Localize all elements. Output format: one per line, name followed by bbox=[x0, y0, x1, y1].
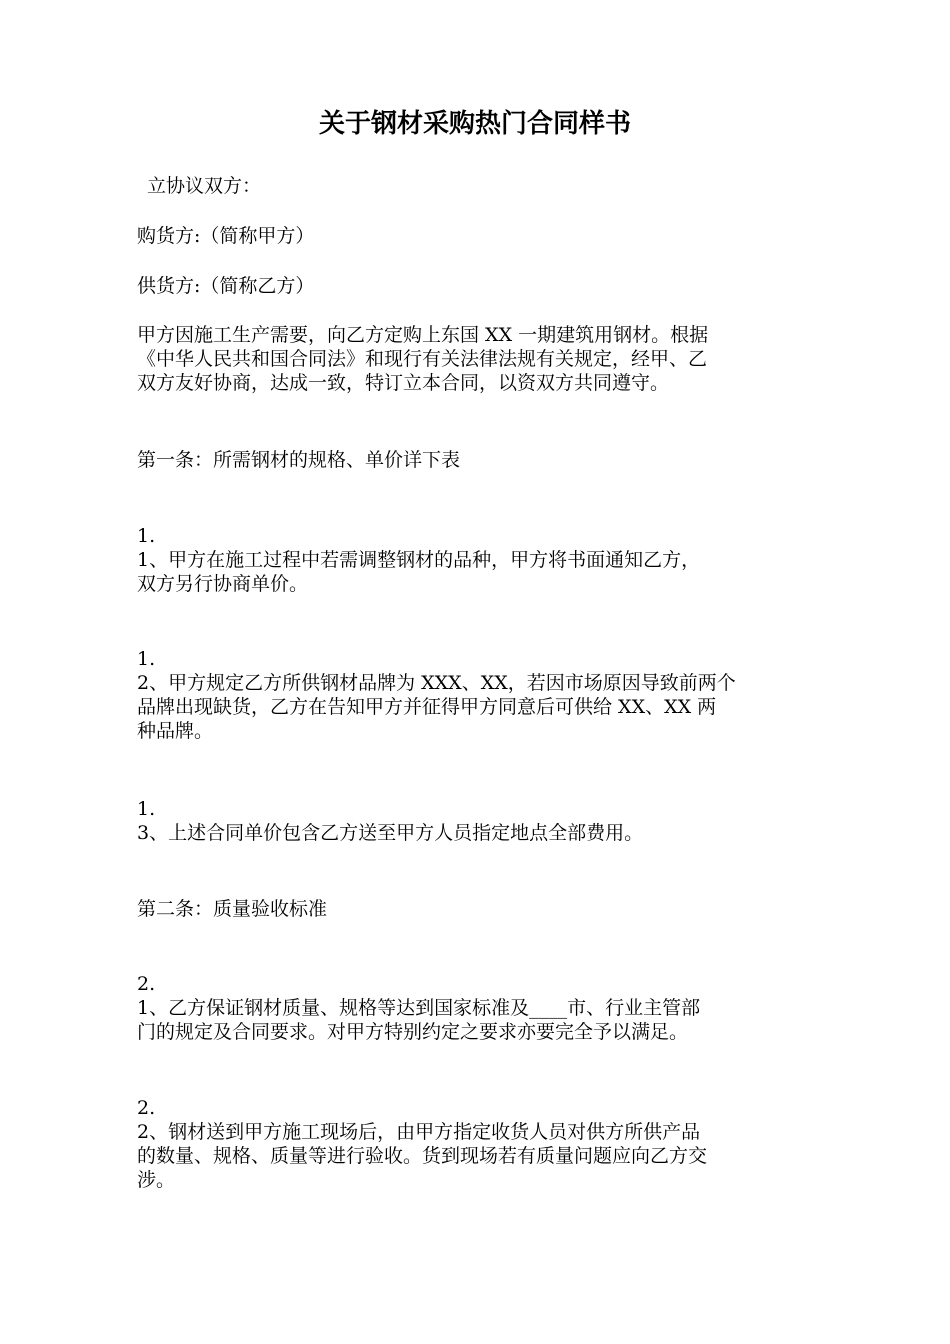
article-1-clause-3 bbox=[137, 797, 817, 845]
preamble-line: 甲方因施工生产需要，向乙方定购上东国 XX 一期建筑用钢材。根据 bbox=[137, 324, 709, 346]
parties-intro: 立协议双方： bbox=[147, 175, 262, 197]
clause-marker: 1. bbox=[137, 798, 156, 820]
clause-marker: 1. bbox=[137, 648, 156, 670]
preamble-paragraph bbox=[137, 323, 817, 395]
buyer-line: 购货方:（简称甲方） bbox=[137, 225, 315, 247]
clause-line: 种品牌。 bbox=[137, 720, 214, 742]
clause-line: 1、甲方在施工过程中若需调整钢材的品种，甲方将书面通知乙方， bbox=[137, 549, 701, 571]
article-2-clause-1 bbox=[137, 972, 817, 1044]
clause-marker: 2. bbox=[137, 1097, 156, 1119]
clause-line: 1、乙方保证钢材质量、规格等达到国家标准及____市、行业主管部 bbox=[137, 997, 701, 1019]
clause-marker: 1. bbox=[137, 525, 156, 547]
article-2-heading: 第二条：质量验收标准 bbox=[137, 898, 328, 920]
supplier-line: 供货方:（简称乙方） bbox=[137, 275, 315, 297]
clause-line: 双方另行协商单价。 bbox=[137, 573, 309, 595]
clause-line: 涉。 bbox=[137, 1169, 176, 1191]
article-1-clause-2 bbox=[137, 647, 817, 743]
article-1-clause-1 bbox=[137, 524, 817, 596]
preamble-line: 《中华人民共和国合同法》和现行有关法律法规有关规定，经甲、乙 bbox=[137, 348, 708, 370]
clause-marker: 2. bbox=[137, 973, 156, 995]
document-title: 关于钢材采购热门合同样书 bbox=[318, 109, 631, 139]
clause-line: 3、上述合同单价包含乙方送至甲方人员指定地点全部费用。 bbox=[137, 822, 644, 844]
preamble-line: 双方友好协商，达成一致，特订立本合同，以资双方共同遵守。 bbox=[137, 372, 670, 394]
clause-line: 2、钢材送到甲方施工现场后，由甲方指定收货人员对供方所供产品 bbox=[137, 1121, 701, 1143]
article-2-clause-2 bbox=[137, 1096, 817, 1192]
clause-line: 门的规定及合同要求。对甲方特别约定之要求亦要完全予以满足。 bbox=[137, 1021, 689, 1043]
clause-line: 品牌出现缺货，乙方在告知甲方并征得甲方同意后可供给 XX、XX 两 bbox=[137, 696, 717, 718]
article-1-heading: 第一条：所需钢材的规格、单价详下表 bbox=[137, 449, 461, 471]
clause-line: 2、甲方规定乙方所供钢材品牌为 XXX、XX，若因市场原因导致前两个 bbox=[137, 672, 736, 694]
clause-line: 的数量、规格、质量等进行验收。货到现场若有质量问题应向乙方交 bbox=[137, 1145, 708, 1167]
